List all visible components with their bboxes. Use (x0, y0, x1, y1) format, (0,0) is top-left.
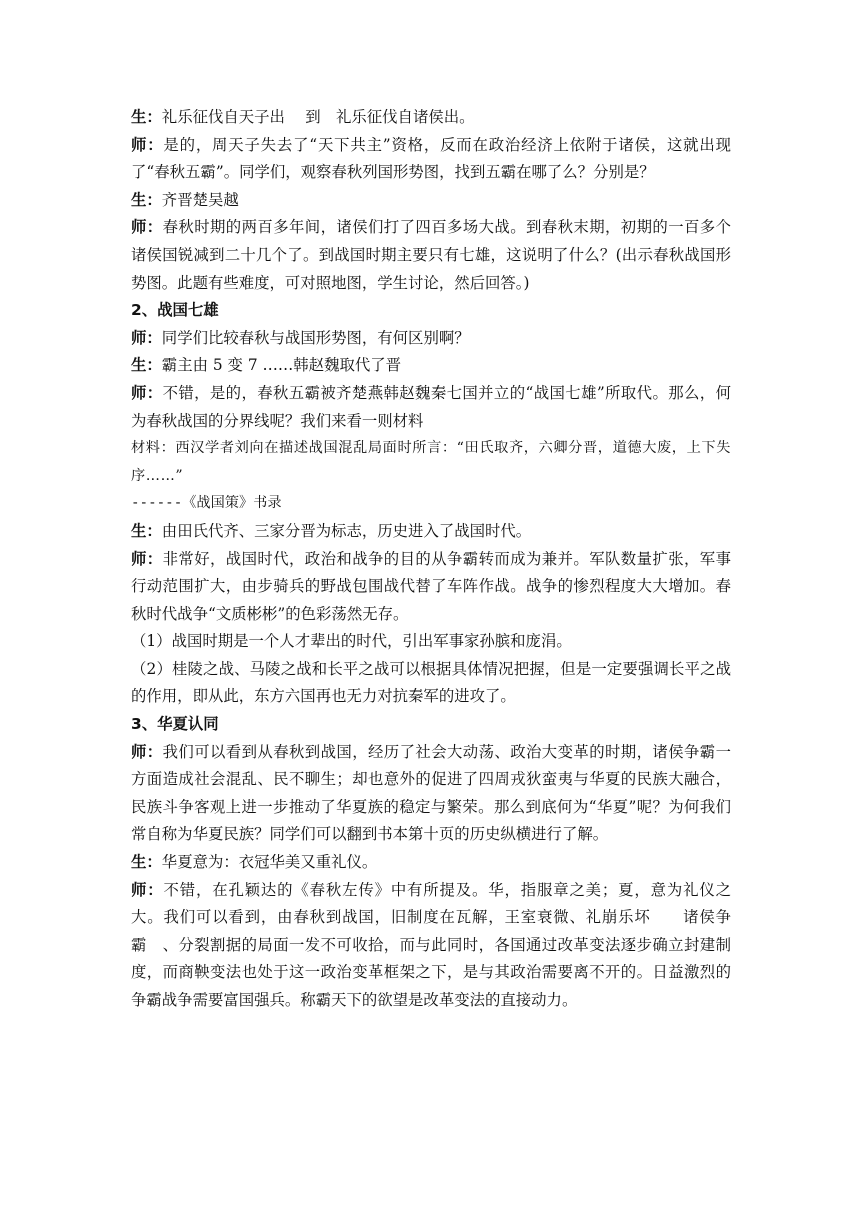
dialogue-text: 由田氏代齐、三家分晋为标志，历史进入了战国时代。 (161, 521, 532, 540)
speaker-label: 师： (131, 383, 163, 402)
dialogue-text: 不错，是的，春秋五霸被齐楚燕韩赵魏秦七国并立的“战国七雄”所取代。那么，何为春秋战国的分界线呢？我们来看一则材料 (131, 383, 731, 430)
speaker-label: 师： (131, 218, 163, 237)
section-heading-warring-states: 2、战国七雄 (131, 301, 219, 320)
dialogue-line (131, 214, 731, 297)
dialogue-line (131, 104, 731, 132)
dialogue-line (131, 739, 731, 849)
dialogue-text: 霸主由 5 变 7 ……韩赵魏取代了晋 (161, 356, 402, 375)
dialogue-line (131, 132, 731, 187)
dialogue-text: 华夏意为：衣冠华美又重礼仪。 (161, 853, 378, 872)
dialogue-line (131, 877, 731, 1015)
speaker-label: 生： (131, 853, 162, 872)
document-body (131, 104, 731, 1015)
material-quote: 材料：西汉学者刘向在描述战国混乱局面时所言：“田氏取齐，六卿分晋，道德大废，上下失序……” (131, 440, 731, 484)
dialogue-text: 不错，在孔颖达的《春秋左传》中有所提及。华，指服章之美；夏，意为礼仪之大。我们可以看到，由春秋到战国，旧制度在瓦解，王室衰微、礼崩乐坏 诸侯争霸 、分裂割据的局面一发不可收拾，而与此同时，各国通过改革变法逐步确立封建制度，而商鞅变法也处于这一政治变革框架之下，是与其政治需要离不开的。日益激烈的争霸战争需要富国强兵。称霸天下的欲望是改革变法的直接动力。 (131, 880, 731, 1009)
speaker-label: 师： (131, 135, 164, 154)
speaker-label: 师： (131, 742, 163, 761)
dialogue-text: 礼乐征伐自天子出 到 礼乐征伐自诸侯出。 (161, 108, 475, 126)
dialogue-line (131, 518, 731, 546)
dialogue-line (131, 849, 731, 877)
speaker-label: 生： (131, 108, 162, 126)
speaker-label: 生： (131, 521, 162, 540)
speaker-label: 师： (131, 549, 163, 568)
dialogue-text: 我们可以看到从春秋到战国，经历了社会大动荡、政治大变革的时期，诸侯争霸一方面造成社会混乱、民不聊生；却也意外的促进了四周戎狄蛮夷与华夏的民族大融合，民族斗争客观上进一步推动了华夏族的稳定与繁荣。那么到底何为“华夏”呢？为何我们常自称为华夏民族？同学们可以翻到书本第十页的历史纵横进行了解。 (131, 742, 731, 844)
dialogue-text: 春秋时期的两百多年间，诸侯们打了四百多场大战。到春秋末期，初期的一百多个诸侯国锐减到二十几个了。到战国时期主要只有七雄，这说明了什么？(出示春秋战国形势图。此题有些难度，可对照地图，学生讨论，然后回答。) (131, 218, 731, 292)
section-heading-huaxia: 3、华夏认同 (131, 715, 219, 734)
speaker-label: 生： (131, 190, 162, 209)
dialogue-text: 是的，周天子失去了“天下共主”资格，反而在政治经济上依附于诸侯，这就出现了“春秋五霸”。同学们，观察春秋列国形势图，找到五霸在哪了么？分别是？ (131, 135, 731, 182)
speaker-label: 师： (131, 880, 164, 899)
dialogue-text: 同学们比较春秋与战国形势图，有何区别啊？ (161, 328, 470, 347)
material-source: ------《战国策》书录 (131, 495, 282, 512)
dialogue-line (131, 325, 731, 353)
dialogue-line (131, 546, 731, 629)
dialogue-text: 非常好，战国时代，政治和战争的目的从争霸转而成为兼并。军队数量扩张，军事行动范围扩大，由步骑兵的野战包围战代替了车阵作战。战争的惨烈程度大大增加。春秋时代战争“文质彬彬”的色彩荡然无存。 (131, 549, 731, 623)
numbered-item-1: （1）战国时期是一个人才辈出的时代，引出军事家孙膑和庞涓。 (131, 632, 572, 651)
dialogue-text: 齐晋楚吴越 (161, 190, 239, 209)
dialogue-line (131, 187, 731, 215)
speaker-label: 师： (131, 328, 162, 347)
numbered-item-2: （2）桂陵之战、马陵之战和长平之战可以根据具体情况把握，但是一定要强调长平之战的作用，即从此，东方六国再也无力对抗秦军的进攻了。 (131, 659, 731, 706)
dialogue-line (131, 380, 731, 435)
speaker-label: 生： (131, 356, 162, 375)
dialogue-line (131, 352, 731, 380)
